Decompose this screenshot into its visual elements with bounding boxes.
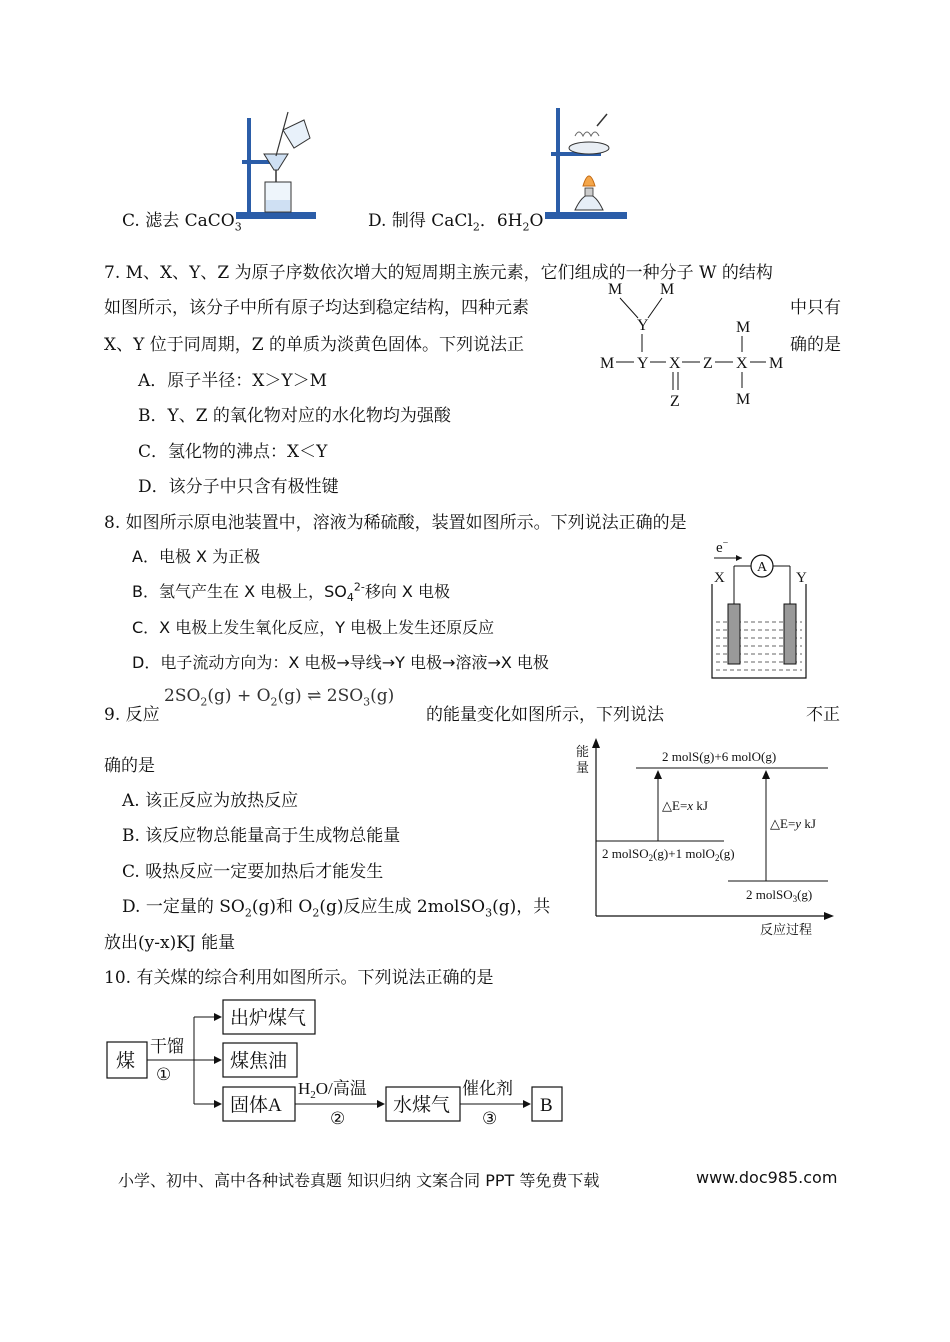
galvanic-cell-diagram: [708, 536, 818, 684]
equilibrium-arrow: ⇌: [307, 686, 322, 706]
q9-option-d: [122, 892, 550, 919]
delta-e-x-label: △E=x kJ: [662, 798, 708, 813]
q6-option-d-text: D. 制得 CaCl: [368, 211, 473, 231]
atom-y: Y: [637, 355, 649, 372]
step2-number: ②: [330, 1109, 346, 1128]
q6-option-d-mid: ．6H: [479, 211, 523, 231]
step2-label: $H_2O/$高温: [298, 1079, 367, 1101]
q10-stem: 10. 有关煤的综合利用如图所示。下列说法正确的是: [104, 968, 494, 988]
q6-option-c: [122, 206, 242, 233]
q7-stem-line3b: 确的是: [790, 335, 841, 355]
coal-label: 煤: [116, 1051, 136, 1072]
q6-option-d-sub2: 2: [522, 220, 530, 234]
q9-equation: [164, 686, 394, 708]
atom-m: M: [608, 281, 623, 298]
q9-eq-part: 2SO: [326, 686, 364, 706]
molecule-structure-diagram: [594, 278, 794, 412]
q6-option-c-text: C. 滤去 CaCO: [122, 211, 235, 231]
step1-label: 干馏: [150, 1037, 184, 1056]
product-b-label: B: [540, 1095, 553, 1116]
q8-option-b-text2: 移向 X 电极: [364, 582, 450, 601]
atom-z: Z: [670, 393, 680, 410]
reactant-level-label: 2 molSO$_2$(g)+1 molO$_2$(g): [602, 846, 735, 863]
atom-z: Z: [703, 355, 713, 372]
q9-eq-part: (g): [370, 686, 395, 706]
q7-stem-line2b: 中只有: [790, 298, 841, 318]
q9-option-d-sub: 2: [244, 906, 252, 920]
footer-url[interactable]: www.doc985.com: [696, 1168, 838, 1187]
delta-e-y-label: △E=y kJ: [770, 816, 816, 831]
q9-option-c: C. 吸热反应一定要加热后才能发生: [122, 862, 384, 882]
q9-option-d-line2: 放出(y-x)KJ 能量: [104, 933, 236, 953]
q9-stem-a: 9. 反应: [104, 705, 160, 725]
q7-option-b: B．Y、Z 的氧化物对应的水化物均为强酸: [138, 406, 451, 426]
q9-option-d-text: (g)反应生成 2molSO: [319, 897, 486, 917]
q7-option-c: C．氢化物的沸点：X＜Y: [138, 442, 328, 462]
q6-option-d: [368, 206, 543, 233]
q9-option-d-text: (g)和 O: [251, 897, 313, 917]
q8-option-b-text: B．氢气产生在 X 电极上，SO: [132, 582, 347, 601]
q8-option-a: A．电极 X 为正极: [132, 547, 261, 566]
step3-label: 催化剂: [462, 1079, 513, 1098]
coal-utilization-flowchart: [104, 1000, 574, 1126]
q9-stem-d: 确的是: [104, 756, 155, 776]
atom-m: M: [736, 319, 751, 336]
q9-option-a: A. 该正反应为放热反应: [122, 791, 299, 811]
q9-option-d-sub: 3: [485, 906, 493, 920]
q8-option-b-sub: 4: [346, 591, 354, 605]
reaction-axis-label: 反应过程: [760, 922, 813, 937]
step1-number: ①: [156, 1065, 172, 1084]
atom-m: M: [769, 355, 784, 372]
q9-eq-sub: 2: [270, 695, 278, 709]
step3-number: ③: [482, 1109, 498, 1128]
atom-m: M: [600, 355, 615, 372]
q9-eq-part: (g): [277, 686, 302, 706]
atom-m: M: [736, 391, 751, 408]
q9-option-d-text: D. 一定量的 SO: [122, 897, 245, 917]
q9-eq-part: (g) + O: [207, 686, 271, 706]
q9-option-b: B. 该反应物总能量高于生成物总能量: [122, 826, 401, 846]
water-gas-label: 水煤气: [393, 1095, 451, 1116]
q8-option-d: D．电子流动方向为：X 电极→导线→Y 电极→溶液→X 电极: [132, 653, 549, 672]
atom-m: M: [660, 281, 675, 298]
q7-stem-line1: 7. M、X、Y、Z 为原子序数依次增大的短周期主族元素，它们组成的一种分子 W 的结构: [104, 263, 773, 283]
q9-option-d-sub: 2: [312, 906, 320, 920]
q8-stem: 8. 如图所示原电池装置中，溶液为稀硫酸，装置如图所示。下列说法正确的是: [104, 513, 687, 533]
evaporation-apparatus-image: [545, 108, 635, 224]
coal-tar-label: 煤焦油: [230, 1051, 288, 1072]
q7-stem-line2a: 如图所示，该分子中所有原子均达到稳定结构，四种元素: [104, 298, 529, 318]
atom-y: Y: [637, 317, 649, 334]
q9-stem-b: 的能量变化如图所示，下列说法: [426, 705, 664, 725]
q7-option-d: D．该分子中只含有极性键: [138, 477, 339, 497]
q9-stem-c: 不正: [806, 705, 840, 725]
q8-option-c: C．X 电极上发生氧化反应，Y 电极上发生还原反应: [132, 618, 495, 637]
electrode-x-label: X: [714, 570, 725, 586]
q9-eq-sub: 3: [363, 695, 371, 709]
energy-axis-label-1: 能: [576, 744, 590, 759]
product-level-label: 2 molSO$_3$(g): [746, 887, 813, 904]
q7-option-a: A．原子半径：X＞Y＞M: [138, 371, 328, 391]
q9-option-d-text: (g)，共: [492, 897, 551, 917]
filtration-apparatus-image: [236, 108, 326, 224]
solid-a-label: 固体A: [230, 1095, 282, 1116]
q9-eq-part: 2SO: [164, 686, 201, 706]
q6-option-d-sub1: 2: [472, 220, 480, 234]
q9-eq-sub: 2: [200, 695, 208, 709]
footer-text: 小学、初中、高中各种试卷真题 知识归纳 文案合同 PPT 等免费下载: [118, 1171, 600, 1190]
q8-option-b-sup: 2-: [353, 580, 365, 594]
energy-axis-label-2: 量: [576, 760, 590, 775]
atom-x: X: [736, 355, 748, 372]
energy-diagram: [570, 736, 840, 940]
q8-option-b: [132, 579, 450, 604]
output-gas-label: 出炉煤气: [230, 1008, 307, 1029]
electrode-y-label: Y: [796, 570, 807, 586]
top-level-label: 2 molS(g)+6 molO(g): [662, 749, 777, 764]
q6-option-d-end: O: [529, 211, 544, 231]
q7-stem-line3a: X、Y 位于同周期，Z 的单质为淡黄色固体。下列说法正: [104, 335, 524, 355]
ammeter-label: A: [757, 560, 768, 575]
electron-label: e−: [716, 538, 729, 556]
atom-x: X: [669, 355, 681, 372]
q6-option-c-sub: 3: [234, 220, 242, 234]
